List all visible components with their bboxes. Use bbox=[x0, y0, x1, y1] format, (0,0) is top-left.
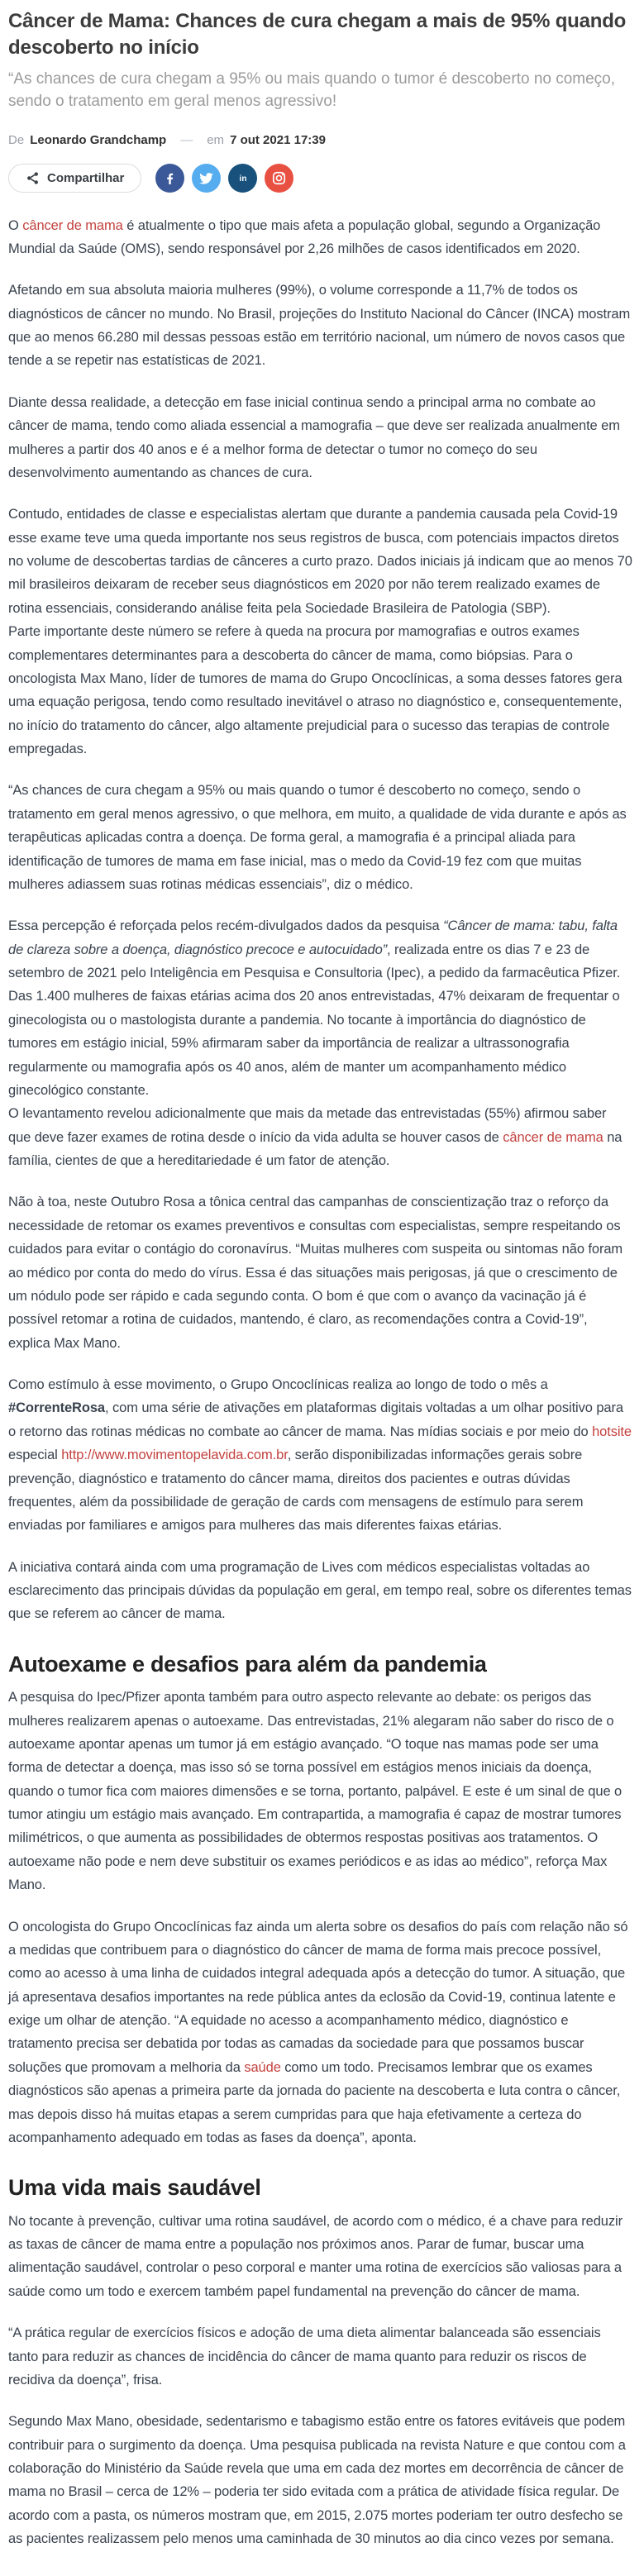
text-segment: Segundo Max Mano, obesidade, sedentarismo e tabagismo estão entre os fatores evitáveis que podem contribuir para o surgimento da doença. Uma pesquisa publicada na revista Nature e que contou com a colaboração do Ministério da Saúde revela que uma em cada dez mortes em decorrência de câncer de mama no Brasil – cerca de 12% – poderia ter sido evitada com a prática de atividade física regular. De acordo com a pasta, os números mostram que, em 2015, 2.075 mortes poderiam ter outro desfecho se as pacientes realizassem pelo menos uma caminhada de 30 minutos ao dia cinco vezes por semana. bbox=[8, 2414, 626, 2547]
text-segment: O bbox=[8, 217, 23, 233]
text-segment: A pesquisa do Ipec/Pfizer aponta também para outro aspecto relevante ao debate: os perigos das mulheres realizarem apenas o autoexame. Das entrevistadas, 21% alegaram não saber do risco de o autoexame apontar apenas um tumor já em estágio avançado. “O toque nas mamas pode ser uma forma de detectar a doença, mas isso só se torna possível em estágios menos iniciais da doença, quando o tumor fica com maiores dimensões e se torna, portanto, palpável. E este é um sinal de que o tumor atingiu um estágio mais avançado. Em contrapartida, a mamografia é capaz de mostrar tumores milimétricos, o que aumenta as possibilidades de obtermos respostas positivas aos tratamentos. O autoexame não pode e nem deve substituir os exames periódicos e as idas ao médico”, reforça Max Mano. bbox=[8, 1690, 623, 1893]
share-nodes-icon bbox=[26, 171, 40, 185]
byline-em-label: em bbox=[207, 132, 225, 147]
section-heading: Autoexame e desafios para além da pandemia bbox=[8, 1651, 487, 1677]
text-segment: é atualmente o tipo que mais afeta a população global, segundo a Organização Mundial da Saúde (OMS), sendo responsável por 2,26 milhões de casos identificados em 2020. bbox=[8, 217, 601, 256]
instagram-share-button[interactable] bbox=[265, 164, 293, 193]
article-paragraph bbox=[8, 391, 632, 485]
section-heading: Uma vida mais saudável bbox=[8, 2175, 261, 2201]
inline-link[interactable]: câncer de mama bbox=[503, 1129, 603, 1145]
inline-link[interactable]: saúde bbox=[244, 2059, 281, 2075]
facebook-share-button[interactable] bbox=[155, 164, 184, 193]
text-segment: Não à toa, neste Outubro Rosa a tônica central das campanhas de conscientização traz o reforço da necessidade de retomar os exames preventivos e consultas com especialistas, sempre respeitando os cuidados para evitar o contágio do coronavírus. “Muitas mulheres com suspeita ou sintomas não foram ao médico por conta do medo do vírus. Essa é das situações mais perigosas, já que o crescimento de um nódulo pode ser rápido e cada segundo conta. O bom é que com o avanço da vacinação já é possível retomar a rotina de cuidados, mantendo, é claro, as recomendações contra a Covid-19”, explica Max Mano. bbox=[8, 1195, 623, 1351]
article-paragraph bbox=[8, 1686, 632, 1896]
article-body bbox=[8, 214, 632, 2551]
inline-link[interactable]: câncer de mama bbox=[22, 217, 123, 233]
text-segment: #CorrenteRosa bbox=[8, 1400, 105, 1416]
inline-link[interactable]: http://www.movimentopelavida.com.br bbox=[61, 1448, 288, 1463]
publish-date: 7 out 2021 17:39 bbox=[230, 132, 326, 147]
text-segment: Diante dessa realidade, a detecção em fase inicial continua sendo a principal arma no combate ao câncer de mama, tendo como aliada essencial a mamografia – que deve ser realizada anualmente em mulheres a partir dos 40 anos e é a melhor forma de detectar o tumor no começo do seu desenvolvimento aumentando as chances de cura. bbox=[8, 394, 620, 480]
article-paragraph bbox=[8, 914, 632, 1102]
text-segment: O oncologista do Grupo Oncoclínicas faz ainda um alerta sobre os desafios do país com relação não só a medidas que contribuem para o diagnóstico do câncer de mama de forma mais precoce possível, como ao acesso à uma linha de cuidados integral adequada após a detecção do tumor. A situação, que já apresentava desafios importantes na rede pública antes da eclosão da Covid-19, continua latente e exige um olhar de atenção. “A equidade no acesso a acompanhamento médico, diagnóstico e tratamento precisa ser debatida por todas as camadas da sociedade para que possamos buscar soluções que promovam a melhoria da bbox=[8, 1919, 628, 2075]
twitter-icon bbox=[198, 170, 214, 186]
text-segment: na família, cientes de que a hereditariedade é um fator de atenção. bbox=[8, 1129, 623, 1169]
article-paragraph bbox=[8, 2321, 632, 2392]
text-segment: como um todo. Precisamos lembrar que os exames diagnósticos são apenas a primeira parte da jornada do paciente na descoberta e luta contra o câncer, mas depois disso há muitas etapas a serem cumpridas para que haja efetivamente a certeza do acompanhamento adequado em todas as fases da doença”, aponta. bbox=[8, 2059, 621, 2145]
share-button[interactable] bbox=[8, 164, 141, 193]
inline-link[interactable]: hotsite bbox=[592, 1424, 632, 1439]
text-segment: Afetando em sua absoluta maioria mulheres (99%), o volume corresponde a 11,7% de todos os diagnósticos de câncer no mundo. No Brasil, projeções do Instituto Nacional do Câncer (INCA) mostram que ao menos 66.280 mil dessas pessoas estão em território nacional, um número de novos casos que tende a se repetir nas estatísticas de 2021. bbox=[8, 283, 631, 369]
twitter-share-button[interactable] bbox=[192, 164, 221, 193]
text-segment: No tocante à prevenção, cultivar uma rotina saudável, de acordo com o médico, é a chave para reduzir as taxas de câncer de mama entre a população nos próximos anos. Parar de fumar, buscar uma alimentação saudável, controlar o peso corporal e manter uma rotina de exercícios são valiosas para a saúde como um todo e exercem também papel fundamental na prevenção do câncer de mama. bbox=[8, 2213, 623, 2299]
text-segment: Como estímulo à esse movimento, o Grupo Oncoclínicas realiza ao longo de todo o mês a bbox=[8, 1377, 548, 1393]
article-paragraph bbox=[8, 1190, 632, 1355]
article-paragraph bbox=[8, 279, 632, 373]
byline-separator: — bbox=[180, 132, 193, 147]
text-segment: , serão disponibilizadas informações gerais sobre prevenção, diagnóstico e tratamento do câncer mama, direitos dos pacientes e outras dúvidas frequentes, além da possibilidade de geração de cards com mensagens de estímulo para serem enviadas por familiares e amigos para mulheres das mais diferentes faixas etárias. bbox=[8, 1448, 584, 1534]
article-paragraph bbox=[8, 503, 632, 620]
article-paragraph bbox=[8, 1915, 632, 2150]
share-button-label: Compartilhar bbox=[47, 170, 125, 185]
facebook-icon bbox=[161, 169, 179, 187]
article-paragraph bbox=[8, 779, 632, 896]
byline-de-label: De bbox=[8, 132, 25, 147]
byline bbox=[8, 133, 632, 147]
text-segment: Parte importante deste número se refere à queda na procura por mamografias e outros exames complementares determinantes para a descoberta do câncer de mama, como biópsias. Para o oncologista Max Mano, líder de tumores de mama do Grupo Oncoclínicas, a soma desses fatores gera uma equação perigosa, tendo como resultado inevitável o atraso no diagnóstico e, consequentemente, no início do tratamento do câncer, algo altamente prejudicial para o sucesso das terapias de controle empregadas. bbox=[8, 624, 623, 757]
text-segment: A iniciativa contará ainda com uma programação de Lives com médicos especialistas voltadas ao esclarecimento das principais dúvidas da população em geral, em tempo real, sobre os diferentes temas que se referem ao câncer de mama. bbox=[8, 1559, 632, 1622]
linkedin-icon bbox=[235, 169, 251, 186]
text-segment: “A prática regular de exercícios físicos e adoção de uma dieta alimentar balanceada são essenciais tanto para reduzir as chances de incidência do câncer de mama quanto para reduzir os riscos de recidiva da doença”, frisa. bbox=[8, 2326, 601, 2388]
social-buttons bbox=[155, 164, 293, 193]
text-segment: “Câncer de mama: tabu, falta de clareza sobre a doença, diagnóstico precoce e autocuidado” bbox=[8, 918, 618, 957]
article-paragraph bbox=[8, 2410, 632, 2550]
instagram-icon bbox=[270, 169, 288, 187]
article-paragraph bbox=[8, 620, 632, 761]
article-subtitle: “As chances de cura chegam a 95% ou mais quando o tumor é descoberto no começo, sendo o tratamento em geral menos agressivo! bbox=[8, 70, 616, 110]
text-segment: , realizada entre os dias 7 e 23 de setembro de 2021 pelo Inteligência em Pesquisa e Consultoria (Ipec), a pedido da farmacêutica Pfizer. Das 1.400 mulheres de faixas etárias acima dos 20 anos entrevistadas, 47% deixaram de frequentar o ginecologista ou o mastologista durante a pandemia. No tocante à importância do diagnóstico de tumores em estágio inicial, 59% afirmaram saber da importância de realizar a ultrassonografia regularmente ou mamografia após os 40 anos, além de manter um acompanhamento médico ginecológico constante. bbox=[8, 942, 621, 1098]
author-link[interactable]: Leonardo Grandchamp bbox=[30, 132, 167, 147]
svg-text:in: in bbox=[239, 174, 247, 184]
linkedin-share-button[interactable] bbox=[228, 164, 257, 193]
text-segment: especial bbox=[8, 1448, 62, 1463]
text-segment: , com uma série de ativações em plataformas digitais voltadas a um olhar positivo para o retorno das rotinas médicas no combate ao câncer de mama. Nas mídias sociais e por meio do bbox=[8, 1400, 623, 1439]
article-paragraph bbox=[8, 214, 632, 261]
article-paragraph bbox=[8, 2210, 632, 2304]
article-paragraph bbox=[8, 1556, 632, 1626]
text-segment: Contudo, entidades de classe e especialistas alertam que durante a pandemia causada pela Covid-19 esse exame teve uma queda importante nos seus registros de busca, com potenciais impactos diretos no volume de descobertas tardias de cânceres a curto prazo. Dados iniciais já indicam que ao menos 70 mil brasileiros deixaram de receber seus diagnósticos em 2020 por não terem realizado exames de rotina essenciais, considerando análise feita pela Sociedade Brasileira de Patologia (SBP). bbox=[8, 507, 632, 616]
text-segment: Essa percepção é reforçada pelos recém-divulgados dados da pesquisa bbox=[8, 918, 444, 934]
article-paragraph bbox=[8, 1102, 632, 1172]
text-segment: O levantamento revelou adicionalmente que mais da metade das entrevistadas (55%) afirmou saber que deve fazer exames de rotina desde o início da vida adulta se houver casos de bbox=[8, 1106, 607, 1145]
page-title: Câncer de Mama: Chances de cura chegam a mais de 95% quando descoberto no início bbox=[8, 10, 627, 59]
article-paragraph bbox=[8, 1373, 632, 1538]
share-row bbox=[8, 164, 632, 193]
text-segment: “As chances de cura chegam a 95% ou mais quando o tumor é descoberto no começo, sendo o tratamento em geral menos agressivo, o que melhora, em muito, a qualidade de vida durante e após as terapêuticas aplicadas contra a doença. De forma geral, a mamografia é a principal aliada para identificação de tumores de mama em fase inicial, mas o medo da Covid-19 fez com que muitas mulheres adiassem suas rotinas médicas essenciais”, diz o médico. bbox=[8, 783, 627, 892]
